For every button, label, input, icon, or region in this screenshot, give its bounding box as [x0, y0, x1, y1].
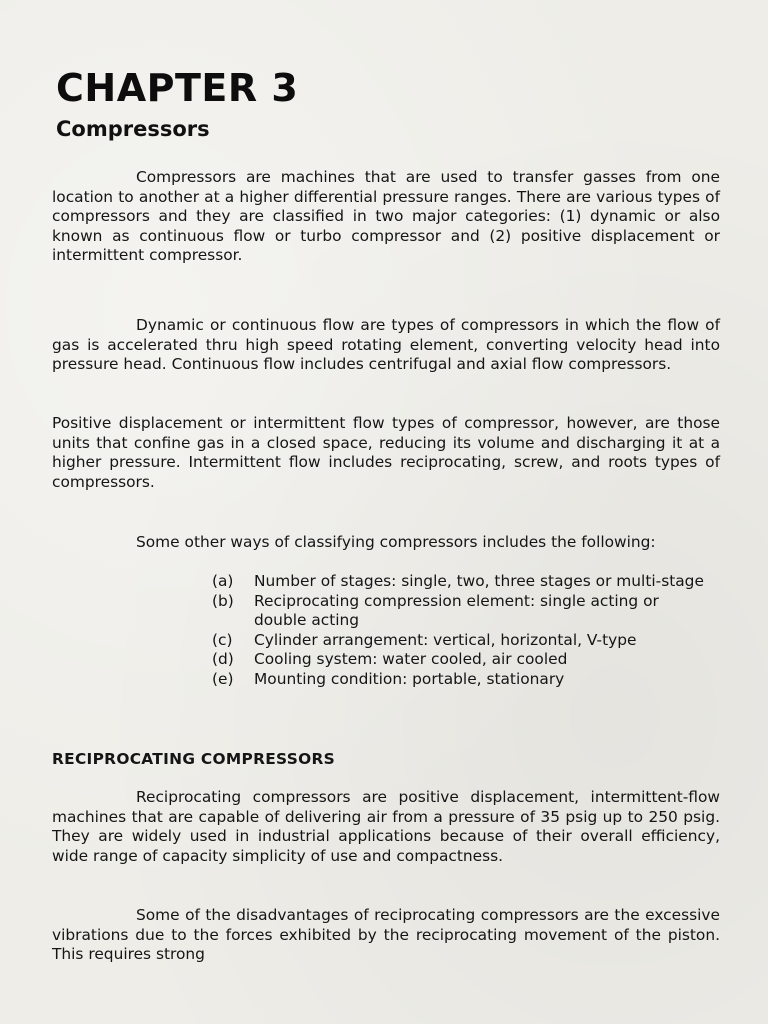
list-marker: (b) [212, 591, 234, 610]
disadvantages-paragraph: Some of the disadvantages of reciprocating compressors are the excessive vibrations due to the forces exhibited by the reciprocating movement of the piston. This requires strong [52, 906, 720, 964]
list-item-text: Reciprocating compression element: single acting or double acting [254, 591, 659, 630]
list-marker: (c) [212, 630, 233, 649]
dynamic-paragraph: Dynamic or continuous flow are types of compressors in which the flow of gas is accelerated thru high speed rotating element, converting velocity head into pressure head. Continuous flow includes centrifugal and axial flow compressors. [52, 316, 720, 374]
list-marker: (e) [212, 669, 234, 688]
list-item-text: Cylinder arrangement: vertical, horizontal, V-type [254, 630, 637, 649]
positive-displacement-paragraph: Positive displacement or intermittent flow types of compressor, however, are those units that confine gas in a closed space, reducing its volume and discharging it at a higher pressure. Intermittent flow includes reciprocating, screw, and roots types of compressors. [52, 414, 720, 491]
list-item [212, 650, 712, 670]
list-item-text: Number of stages: single, two, three stages or multi-stage [254, 572, 704, 590]
list-item-text: Cooling system: water cooled, air cooled [254, 650, 568, 669]
classification-list [212, 572, 712, 690]
list-marker: (a) [212, 572, 234, 590]
reciprocating-paragraph: Reciprocating compressors are positive displacement, intermittent-flow machines that are capable of delivering air from a pressure of 35 psig up to 250 psig. They are widely used in industrial applications because of their overall efficiency, wide range of capacity simplicity of use and compactness. [52, 788, 720, 865]
list-item [212, 572, 712, 592]
chapter-title: CHAPTER 3 [56, 66, 299, 110]
list-item-text: Mounting condition: portable, stationary [254, 669, 565, 688]
list-marker: (d) [212, 650, 234, 669]
list-item [212, 670, 712, 690]
section-heading: RECIPROCATING COMPRESSORS [52, 750, 336, 768]
list-item [212, 592, 712, 631]
chapter-subtitle: Compressors [56, 117, 210, 141]
intro-paragraph: Compressors are machines that are used to transfer gasses from one location to another at a higher differential pressure ranges. There are various types of compressors and they are classified in two major categories: (1) dynamic or also known as continuous flow or turbo compressor and (2) positive displacement or intermittent compressor. [52, 168, 720, 265]
list-item [212, 631, 712, 651]
classifying-paragraph: Some other ways of classifying compressors includes the following: [136, 533, 656, 551]
